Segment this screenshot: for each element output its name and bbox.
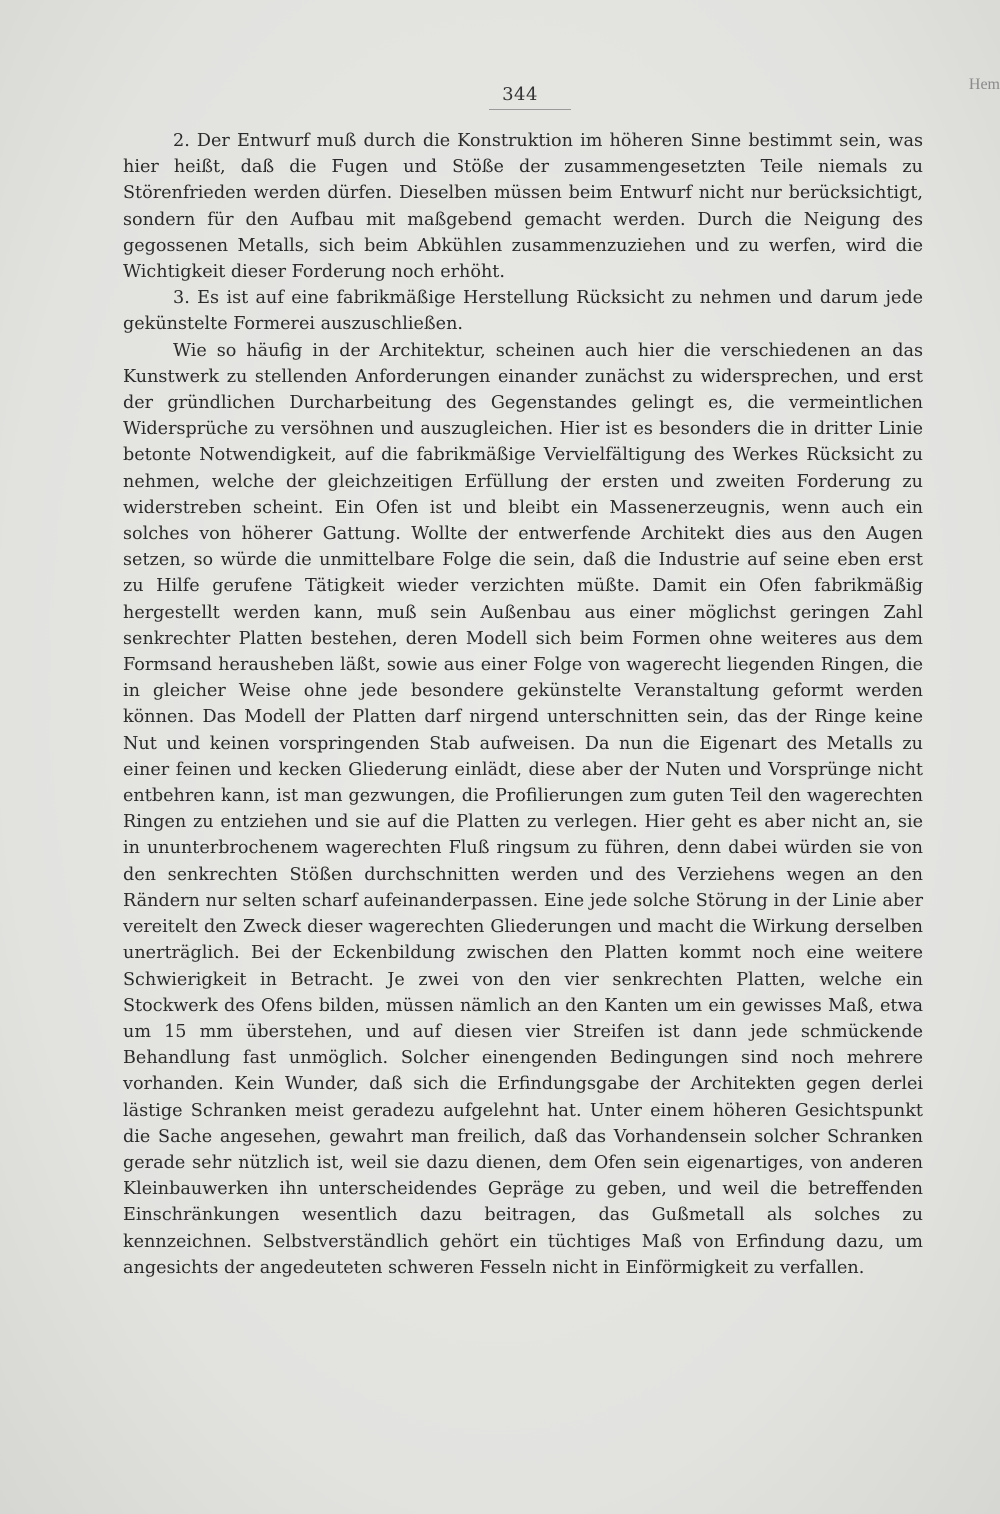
paragraph-point-3: 3. Es ist auf eine fabrikmäßige Herstellung Rücksicht zu nehmen und darum jede gekünstelte Formerei auszuschließen. [123, 288, 923, 335]
bleed-through-fragment: Hem [968, 76, 1000, 93]
body-text [123, 128, 923, 1281]
page-number-rule [489, 109, 571, 110]
paragraph-discussion: Wie so häufig in der Architektur, scheinen auch hier die verschiedenen an das Kunstwerk zu stellenden Anforderungen einander zunächst zu widersprechen, und erst der gründlichen Durcharbeitung des Gegenstandes gelingt es, die vermeintlichen Widersprüche zu versöhnen und auszugleichen. Hier ist es besonders die in dritter Linie betonte Notwendigkeit, auf die fabrikmäßige Vervielfältigung des Werkes Rücksicht zu nehmen, welche der gleichzeitigen Erfüllung der ersten und zweiten Forderung zu widerstreben scheint. Ein Ofen ist und bleibt ein Massenerzeugnis, wenn auch ein solches von höherer Gattung. Wollte der entwerfende Architekt dies aus den Augen setzen, so würde die unmittelbare Folge die sein, daß die Industrie auf seine eben erst zu Hilfe gerufene Tätigkeit wieder verzichten müßte. Damit ein Ofen fabrikmäßig hergestellt werden kann, muß sein Außenbau aus einer möglichst geringen Zahl senkrechter Platten bestehen, deren Modell sich beim Formen ohne weiteres aus dem Formsand herausheben läßt, sowie aus einer Folge von wagerecht liegenden Ringen, die in gleicher Weise ohne jede besondere gekünstelte Veranstaltung geformt werden können. Das Modell der Platten darf nirgend unterschnitten sein, das der Ringe keine Nut und keinen vorspringenden Stab aufweisen. Da nun die Eigenart des Metalls zu einer feinen und kecken Gliederung einlädt, diese aber der Nuten und Vorsprünge nicht entbehren kann, ist man gezwungen, die Profilierungen zum guten Teil den wagerechten Ringen zu entziehen und sie auf die Platten zu verlegen. Hier geht es aber nicht an, sie in ununterbrochenem wagerechten Fluß ringsum zu führen, denn dabei würden sie von den senkrechten Stößen durchschnitten werden und des Verziehens wegen an den Rändern nur selten scharf aufeinanderpassen. Eine jede solche Störung in der Linie aber vereitelt den Zweck dieser wagerechten Gliederungen und macht die Wirkung derselben unerträglich. Bei der Eckenbildung zwischen den Platten kommt noch eine weitere Schwierigkeit in Betracht. Je zwei von den vier senkrechten Platten, welche ein Stockwerk des Ofens bilden, müssen nämlich an den Kanten um ein gewisses Maß, etwa um 15 mm überstehen, und auf diesen vier Streifen ist dann jede schmückende Behandlung fast unmöglich. Solcher einengenden Bedingungen sind noch mehrere vorhanden. Kein Wunder, daß sich die Erfindungsgabe der Architekten gegen derlei lästige Schranken meist geradezu aufgelehnt hat. Unter einem höheren Gesichtspunkt die Sache angesehen, gewahrt man freilich, daß das Vorhandensein solcher Schranken gerade sehr nützlich ist, weil sie dazu dienen, dem Ofen sein eigenartiges, von anderen Kleinbauwerken ihn unterscheidendes Gepräge zu geben, und weil die betreffenden Einschränkungen wesentlich dazu beitragen, das Gußmetall als solches zu kennzeichnen. Selbstverständlich gehört ein tüchtiges Maß von Erfindung dazu, um angesichts der angedeuteten schweren Fesseln nicht in Einförmigkeit zu verfallen. [123, 340, 923, 1278]
paragraph-point-2: 2. Der Entwurf muß durch die Konstruktion im höheren Sinne bestimmt sein, was hier heißt, daß die Fugen und Stöße der zusammengesetzten Teile niemals zu Störenfrieden werden dürfen. Dieselben müssen beim Entwurf nicht nur berücksichtigt, sondern für den Aufbau mit maßgebend gemacht werden. Durch die Neigung des gegossenen Metalls, sich beim Abkühlen zusammenzuziehen und zu werfen, wird die Wichtigkeit dieser Forderung noch erhöht. [123, 131, 923, 283]
page-number: 344 [502, 84, 538, 105]
